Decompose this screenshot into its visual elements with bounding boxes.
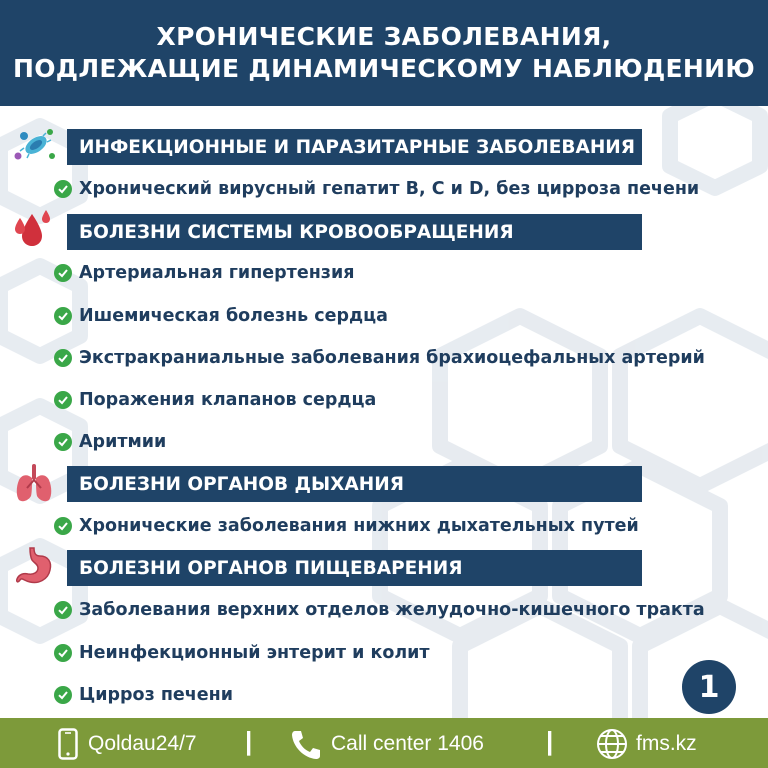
globe-icon bbox=[596, 728, 628, 760]
list-item-label: Заболевания верхних отделов желудочно-кишечного тракта bbox=[79, 600, 705, 620]
list-item bbox=[54, 303, 388, 329]
footer-site-link[interactable] bbox=[596, 728, 697, 760]
list-item bbox=[54, 640, 430, 666]
list-item-label: Хронический вирусный гепатит B, C и D, без цирроза печени bbox=[79, 179, 700, 199]
check-icon bbox=[54, 601, 72, 619]
list-item-label: Артериальная гипертензия bbox=[79, 263, 355, 283]
page-number-badge: 1 bbox=[682, 660, 736, 714]
phone-icon bbox=[289, 728, 323, 760]
list-item-label: Экстракраниальные заболевания брахиоцефальных артерий bbox=[79, 348, 705, 368]
footer-qoldau-label: Qoldau24/7 bbox=[88, 732, 197, 755]
check-icon bbox=[54, 686, 72, 704]
stomach-icon bbox=[10, 544, 58, 588]
check-icon bbox=[54, 644, 72, 662]
footer-separator: | bbox=[245, 726, 253, 756]
footer-site-label: fms.kz bbox=[636, 732, 697, 755]
list-item bbox=[54, 682, 233, 708]
list-item-label: Цирроз печени bbox=[79, 685, 234, 705]
footer-qoldau[interactable] bbox=[58, 728, 197, 760]
list-item bbox=[54, 345, 705, 371]
smartphone-icon bbox=[58, 728, 78, 760]
list-item bbox=[54, 597, 705, 623]
section-respiratory-title: БОЛЕЗНИ ОРГАНОВ ДЫХАНИЯ bbox=[67, 466, 642, 502]
lungs-icon bbox=[10, 460, 58, 504]
check-icon bbox=[54, 180, 72, 198]
header-title-line-1: ХРОНИЧЕСКИЕ ЗАБОЛЕВАНИЯ, bbox=[156, 22, 612, 51]
footer-call-center[interactable] bbox=[289, 728, 484, 760]
page-header bbox=[0, 0, 768, 106]
list-item bbox=[54, 429, 166, 455]
list-item bbox=[54, 387, 376, 413]
section-digestive-title: БОЛЕЗНИ ОРГАНОВ ПИЩЕВАРЕНИЯ bbox=[67, 550, 642, 586]
check-icon bbox=[54, 307, 72, 325]
section-infectious-title: ИНФЕКЦИОННЫЕ И ПАРАЗИТАРНЫЕ ЗАБОЛЕВАНИЯ bbox=[67, 129, 642, 165]
header-title-line-2: ПОДЛЕЖАЩИЕ ДИНАМИЧЕСКОМУ НАБЛЮДЕНИЮ bbox=[13, 54, 755, 83]
list-item bbox=[54, 176, 699, 202]
check-icon bbox=[54, 433, 72, 451]
microbe-icon bbox=[10, 122, 58, 166]
check-icon bbox=[54, 264, 72, 282]
check-icon bbox=[54, 349, 72, 367]
list-item-label: Поражения клапанов сердца bbox=[79, 390, 377, 410]
list-item bbox=[54, 513, 639, 539]
footer-separator: | bbox=[546, 726, 554, 756]
footer-call-center-label: Call center 1406 bbox=[331, 732, 484, 755]
list-item-label: Неинфекционный энтерит и колит bbox=[79, 643, 430, 663]
list-item bbox=[54, 260, 354, 286]
section-circulatory-title: БОЛЕЗНИ СИСТЕМЫ КРОВООБРАЩЕНИЯ bbox=[67, 214, 642, 250]
check-icon bbox=[54, 517, 72, 535]
check-icon bbox=[54, 391, 72, 409]
blood-drops-icon bbox=[10, 206, 58, 250]
list-item-label: Аритмии bbox=[79, 432, 167, 452]
list-item-label: Ишемическая болезнь сердца bbox=[79, 306, 388, 326]
footer-bar bbox=[0, 718, 768, 768]
list-item-label: Хронические заболевания нижних дыхательных путей bbox=[79, 516, 639, 536]
